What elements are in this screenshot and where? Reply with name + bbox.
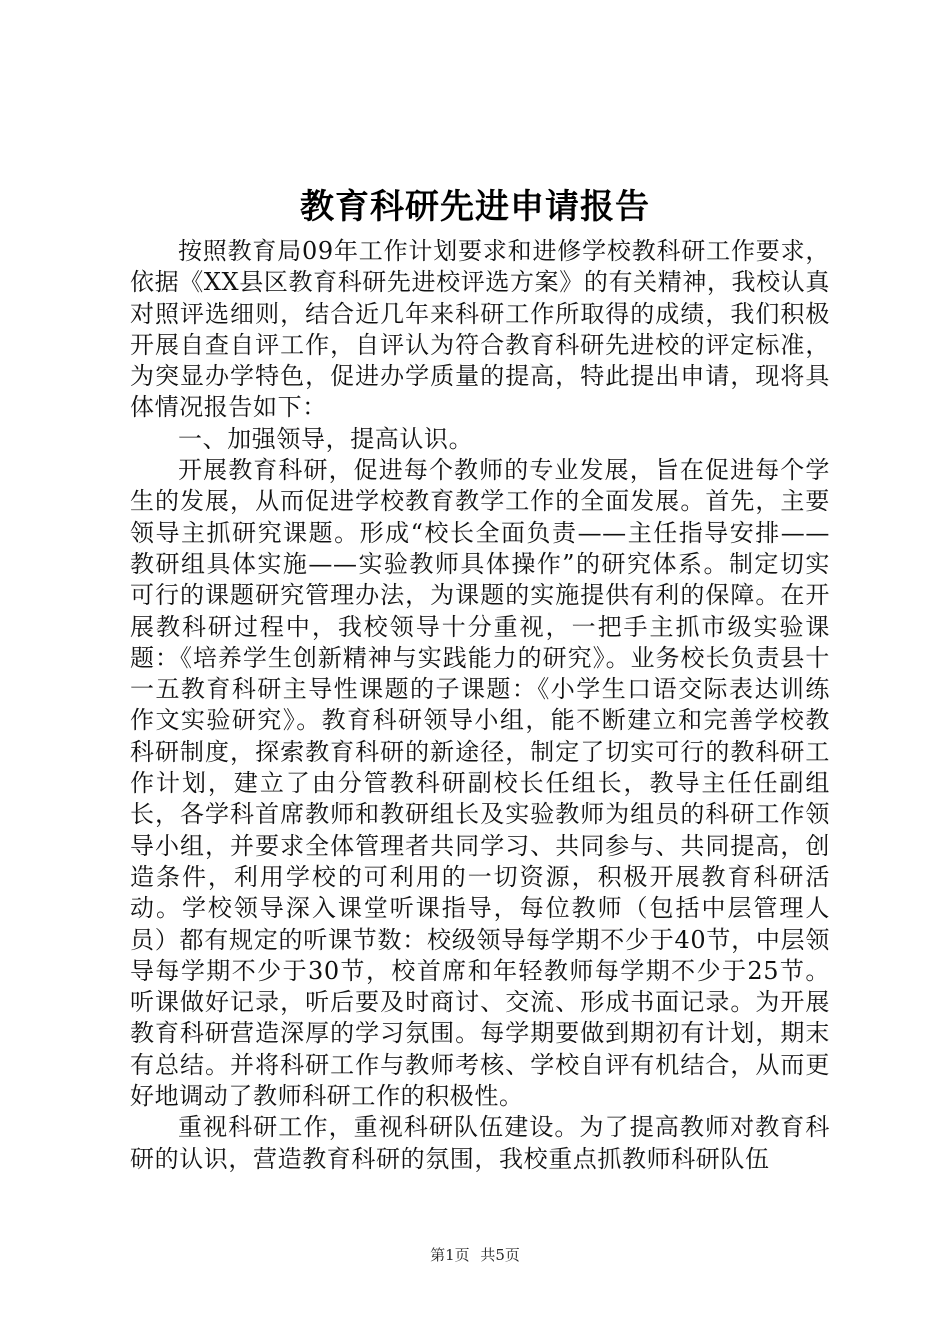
paragraph-section-heading: 一、加强领导，提高认识。 [178, 424, 474, 453]
page-footer [0, 1244, 950, 1266]
document-title: 教育科研先进申请报告 [300, 187, 650, 227]
document-body [130, 236, 830, 1175]
paragraph-team-building: 重视科研工作，重视科研队伍建设。为了提高教师对教育科研的认识，营造教育科研的氛围，我校重点抓教师科研队伍 [130, 1113, 830, 1173]
paragraph-intro: 按照教育局09年工作计划要求和进修学校教科研工作要求，依据《XX县区教育科研先进校评选方案》的有关精神，我校认真对照评选细则，结合近几年来科研工作所取得的成绩，我们积极开展自查自评工作，自评认为符合教育科研先进校的评定标准，为突显办学特色，促进办学质量的提高，特此提出申请，现将具体情况报告如下： [130, 237, 830, 422]
page-number-current: 第1页 [430, 1246, 470, 1264]
page-number-total: 共5页 [480, 1246, 520, 1264]
paragraph-leadership: 开展教育科研，促进每个教师的专业发展，旨在促进每个学生的发展，从而促进学校教育教学工作的全面发展。首先，主要领导主抓研究课题。形成“校长全面负责——主任指导安排——教研组具体实施——实验教师具体操作”的研究体系。制定切实可行的课题研究管理办法，为课题的实施提供有利的保障。在开展教科研过程中，我校领导十分重视，一把手主抓市级实验课题：《培养学生创新精神与实践能力的研究》。业务校长负责县十一五教育科研主导性课题的子课题：《小学生口语交际表达训练作文实验研究》。教育科研领导小组，能不断建立和完善学校教科研制度，探索教育科研的新途径，制定了切实可行的教科研工作计划，建立了由分管教科研副校长任组长，教导主任任副组长，各学科首席教师和教研组长及实验教师为组员的科研工作领导小组，并要求全体管理者共同学习、共同参与、共同提高，创造条件，利用学校的可利用的一切资源，积极开展教育科研活动。学校领导深入课堂听课指导，每位教师（包括中层管理人员）都有规定的听课节数：校级领导每学期不少于40节，中层领导每学期不少于30节，校首席和年轻教师每学期不少于25节。听课做好记录，听后要及时商讨、交流、形成书面记录。为开展教育科研营造深厚的学习氛围。每学期要做到期初有计划，期末有总结。并将科研工作与教师考核、学校自评有机结合，从而更好地调动了教师科研工作的积极性。 [130, 456, 830, 1111]
